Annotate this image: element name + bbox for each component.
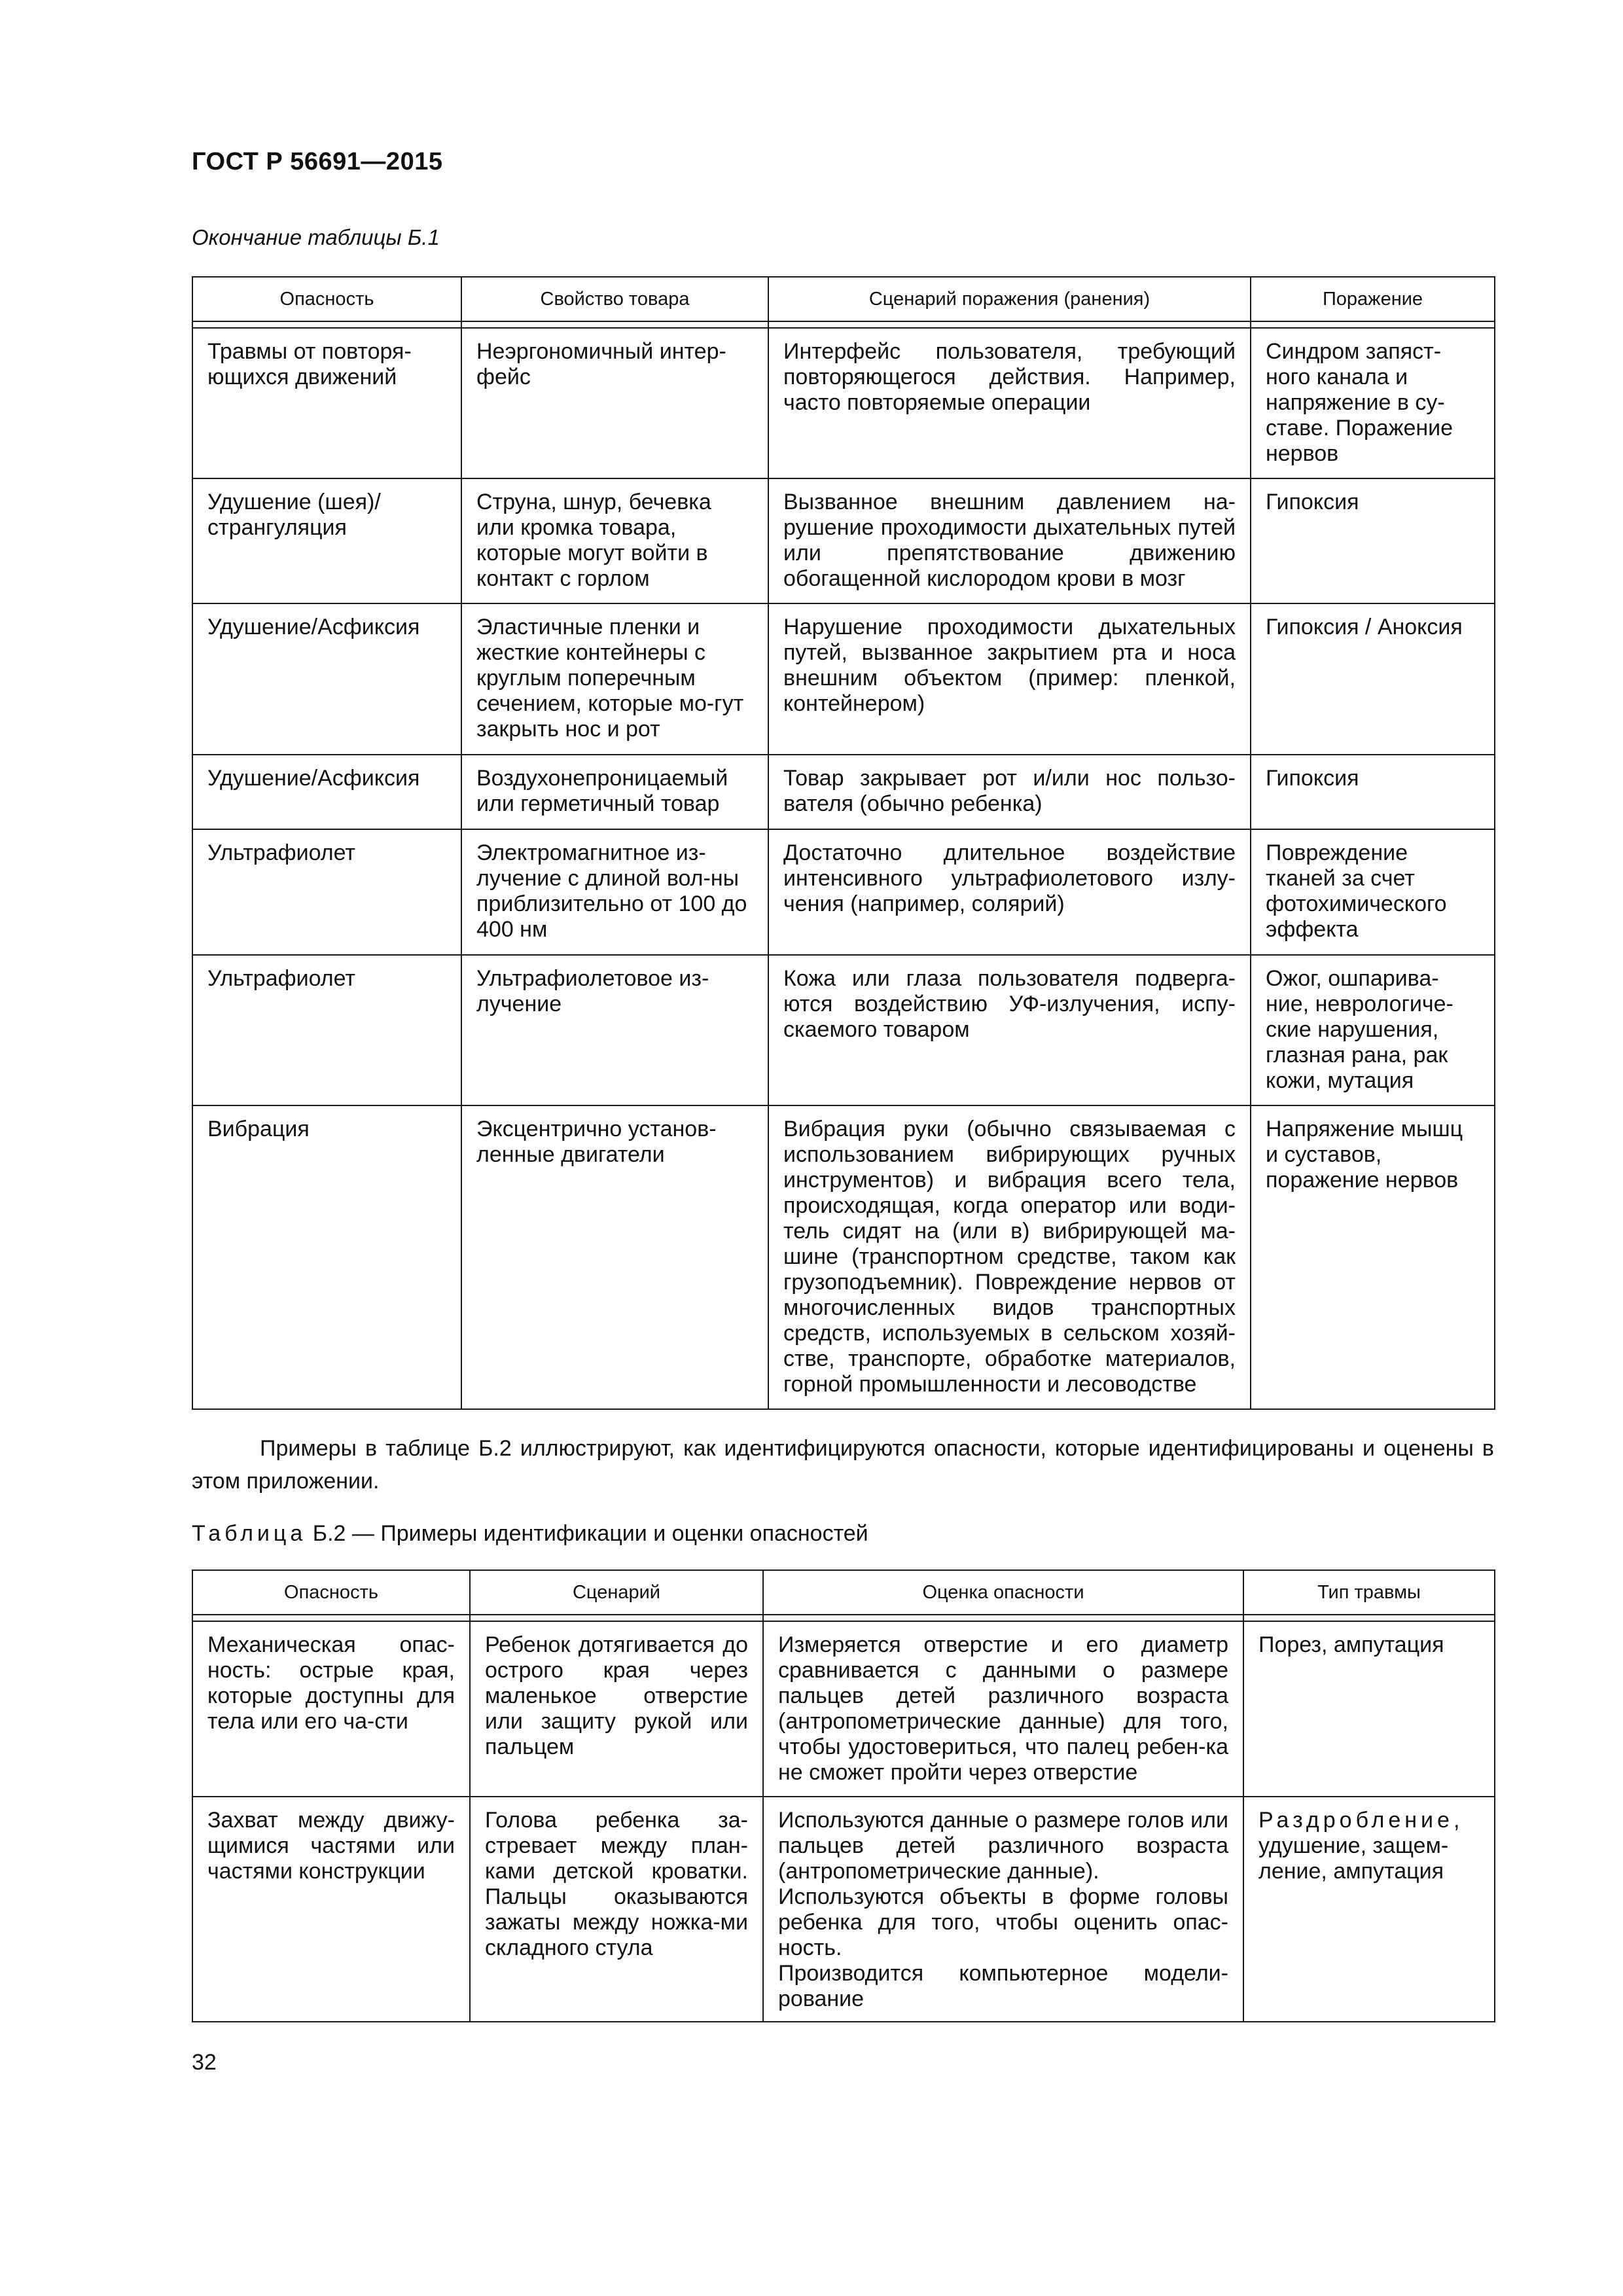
table1-cell: Ожог, ошпарива-ние, неврологиче-ские нарушения, глазная рана, рак кожи, мутация	[1251, 955, 1495, 1105]
table-b1	[192, 276, 1495, 1410]
page-number: 32	[192, 2050, 217, 2075]
table1-cell: Ультрафиолетовое из-лучение	[461, 955, 768, 1105]
table2-caption	[192, 1521, 868, 1547]
table2-cell: Механическая опас-ность: острые края, которые доступны для тела или его ча-сти	[192, 1621, 470, 1797]
table-row	[192, 755, 1495, 829]
table1-cell: Гипоксия	[1251, 755, 1495, 829]
table1-cell: Напряжение мышц и суставов, поражение нервов	[1251, 1105, 1495, 1409]
table1-cell: Повреждение тканей за счет фотохимического эффекта	[1251, 829, 1495, 955]
table1-header-scenario: Сценарий поражения (ранения)	[768, 277, 1251, 321]
table2-cell: Измеряется отверстие и его диаметр сравнивается с данными о размере пальцев детей различного возраста (антропометрические данные) для того, чтобы удостовериться, что палец ребен-ка не сможет пройти через отверстие	[763, 1621, 1243, 1797]
injury-first-word: Раздробление,	[1258, 1808, 1464, 1833]
table2-cell: Захват между движу-щимися частями или частями конструкции	[192, 1797, 470, 2022]
table-row	[192, 1621, 1495, 1797]
table1-cell: Ультрафиолет	[192, 829, 461, 955]
table2-header-assessment: Оценка опасности	[763, 1570, 1243, 1615]
table2-cell: Порез, ампутация	[1243, 1621, 1495, 1797]
table1-cell: Кожа или глаза пользователя подверга-ются воздействию УФ-излучения, испу-скаемого товаром	[768, 955, 1251, 1105]
table2-header-injury-type: Тип травмы	[1243, 1570, 1495, 1615]
table1-caption: Окончание таблицы Б.1	[192, 225, 440, 249]
table1-header-hazard: Опасность	[192, 277, 461, 321]
table2-cell: Голова ребенка за-стревает между план-ками детской кроватки. Пальцы оказываются зажаты между ножка-ми складного стула	[470, 1797, 763, 2022]
table1-cell: Нарушение проходимости дыхательных путей, вызванное закрытием рта и носа внешним объектом (пример: пленкой, контейнером)	[768, 603, 1251, 755]
table2-header-scenario: Сценарий	[470, 1570, 763, 1615]
table1-cell: Гипоксия	[1251, 478, 1495, 603]
assessment-line: Используются объекты в форме головы ребенка для того, чтобы оценить опас-ность.	[778, 1884, 1228, 1960]
table2-header-row	[192, 1570, 1495, 1615]
table1-cell: Эластичные пленки и жесткие контейнеры с круглым поперечным сечением, которые мо-гут закрыть нос и рот	[461, 603, 768, 755]
injury-rest: удушение, защем-ление, ампутация	[1258, 1833, 1449, 1884]
table-b2	[192, 1570, 1495, 2022]
table2-gap	[192, 1615, 1495, 1621]
table1-cell: Удушение/Асфиксия	[192, 755, 461, 829]
table2-cell-assessment	[763, 1797, 1243, 2022]
table1-cell: Вызванное внешним давлением на-рушение проходимости дыхательных путей или препятствование движению обогащенной кислородом крови в мозг	[768, 478, 1251, 603]
assessment-line: Используются данные о размере голов или пальцев детей различного возраста (антропометрические данные).	[778, 1808, 1228, 1884]
table1-cell: Вибрация руки (обычно связываемая с использованием вибрирующих ручных инструментов) и вибрация всего тела, происходящая, когда оператор или води-тель сидят на (или в) вибрирующей ма-шине (транспортном средстве, таком как грузоподъемник). Повреждение нервов от многочисленных видов транспортных средств, используемых в сельском хозяй-стве, транспорте, обработке материалов, горной промышленности и лесоводстве	[768, 1105, 1251, 1409]
table-row	[192, 1797, 1495, 2022]
table1-cell: Синдром запяст-ного канала и напряжение в су-ставе. Поражение нервов	[1251, 328, 1495, 478]
table1-cell: Электромагнитное из-лучение с длиной вол-ны приблизительно от 100 до 400 нм	[461, 829, 768, 955]
page-header: ГОСТ Р 56691—2015	[192, 148, 443, 175]
assessment-line: Производится компьютерное модели-рование	[778, 1961, 1228, 2011]
table1-cell: Воздухонепроницаемый или герметичный товар	[461, 755, 768, 829]
table2-cell: Ребенок дотягивается до острого края через маленькое отверстие или защиту рукой или пальцем	[470, 1621, 763, 1797]
table1-cell: Удушение/Асфиксия	[192, 603, 461, 755]
table1-cell: Достаточно длительное воздействие интенсивного ультрафиолетового излу-чения (например, солярий)	[768, 829, 1251, 955]
table2-caption-label: Таблица	[192, 1521, 307, 1546]
table-row	[192, 829, 1495, 955]
table-row	[192, 955, 1495, 1105]
body-paragraph: Примеры в таблице Б.2 иллюстрируют, как идентифицируются опасности, которые идентифицированы и оценены в этом приложении.	[192, 1436, 1494, 1494]
table1-cell: Эксцентрично установ-ленные двигатели	[461, 1105, 768, 1409]
table1-header-injury: Поражение	[1251, 277, 1495, 321]
table1-cell: Гипоксия / Аноксия	[1251, 603, 1495, 755]
table1-cell: Струна, шнур, бечевка или кромка товара, которые могут войти в контакт с горлом	[461, 478, 768, 603]
table2-cell-injury	[1243, 1797, 1495, 2022]
table-row	[192, 478, 1495, 603]
table1-cell: Травмы от повторя-ющихся движений	[192, 328, 461, 478]
table1-cell: Интерфейс пользователя, требующий повторяющегося действия. Например, часто повторяемые операции	[768, 328, 1251, 478]
table1-header-property: Свойство товара	[461, 277, 768, 321]
table-row	[192, 328, 1495, 478]
table2-header-hazard: Опасность	[192, 1570, 470, 1615]
table1-header-row	[192, 277, 1495, 321]
table1-cell: Удушение (шея)/странгуляция	[192, 478, 461, 603]
table1-cell: Ультрафиолет	[192, 955, 461, 1105]
table-row	[192, 1105, 1495, 1409]
table-row	[192, 603, 1495, 755]
table1-cell: Вибрация	[192, 1105, 461, 1409]
table2-caption-text: Б.2 — Примеры идентификации и оценки опасностей	[312, 1521, 868, 1546]
table1-gap	[192, 321, 1495, 328]
table1-cell: Товар закрывает рот и/или нос пользо-вателя (обычно ребенка)	[768, 755, 1251, 829]
table1-cell: Неэргономичный интер-фейс	[461, 328, 768, 478]
